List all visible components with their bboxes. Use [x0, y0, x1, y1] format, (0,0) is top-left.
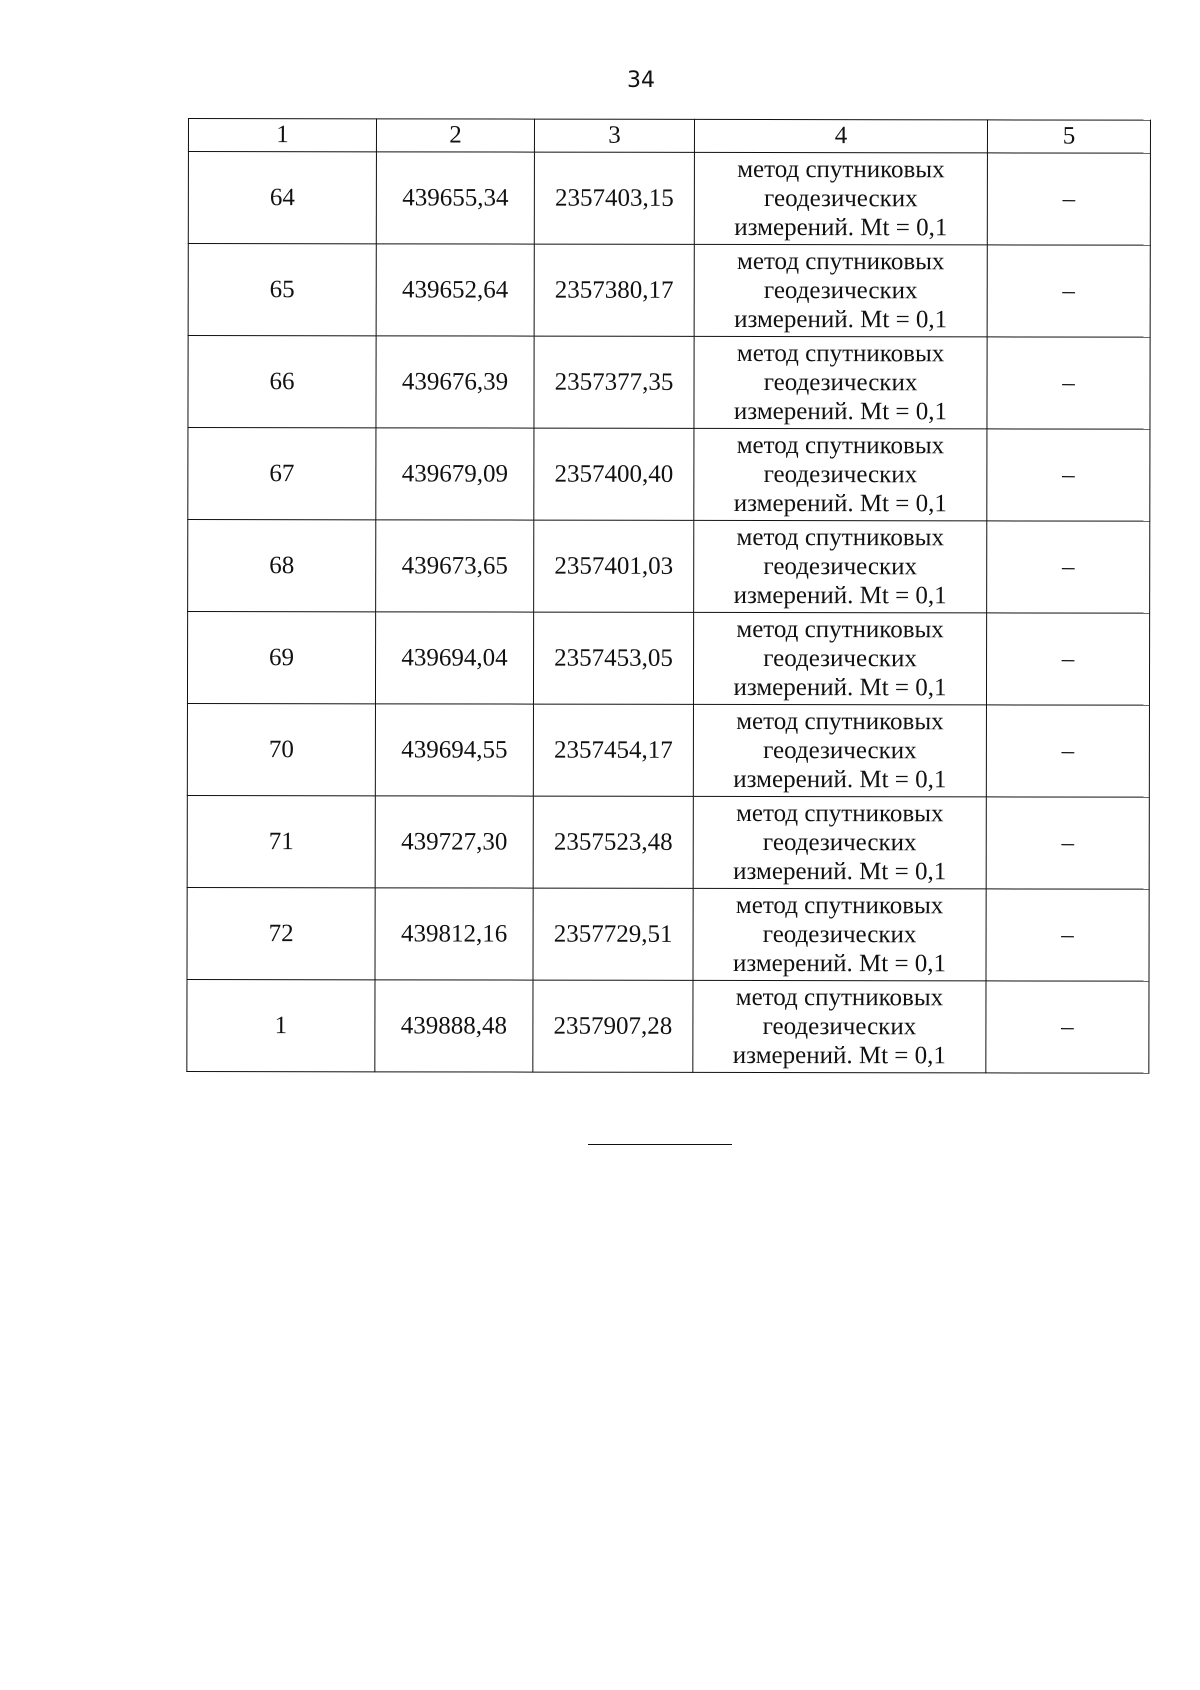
- point-number: 65: [188, 244, 376, 336]
- description-cell: –: [986, 613, 1149, 705]
- method-line: измерений. Mt = 0,1: [734, 213, 948, 242]
- coordinate-y: 2357453,05: [533, 612, 693, 704]
- coordinate-y: 2357523,48: [533, 796, 693, 888]
- coordinate-x: 439676,39: [376, 336, 534, 428]
- coordinate-y: 2357729,51: [533, 888, 693, 980]
- table-row: [188, 520, 1150, 614]
- method-line: метод спутниковых: [737, 155, 945, 184]
- method-line: метод спутниковых: [735, 983, 944, 1012]
- header-cell-2: 2: [376, 119, 534, 152]
- method-cell: [694, 520, 987, 613]
- point-number: 69: [187, 612, 375, 704]
- method-cell: [694, 428, 987, 521]
- method-line: метод спутниковых: [736, 523, 944, 552]
- method-cell: [694, 152, 987, 245]
- coordinate-y: 2357403,15: [534, 152, 694, 244]
- method-line: геодезических: [763, 553, 918, 581]
- method-line: измерений. Mt = 0,1: [734, 305, 948, 334]
- description-cell: –: [986, 705, 1149, 797]
- method-cell: [694, 244, 987, 337]
- coordinate-x: 439679,09: [376, 428, 534, 520]
- point-number: 70: [187, 704, 375, 796]
- description-cell: –: [987, 521, 1150, 613]
- method-line: измерений. Mt = 0,1: [733, 673, 947, 702]
- method-line: геодезических: [763, 461, 918, 489]
- description-cell: –: [987, 429, 1150, 521]
- description-cell: –: [987, 337, 1150, 429]
- coordinate-y: 2357377,35: [534, 336, 694, 428]
- coordinate-x: 439673,65: [376, 520, 534, 612]
- table-row: [187, 979, 1149, 1073]
- method-line: геодезических: [763, 277, 918, 305]
- method-line: геодезических: [762, 829, 917, 857]
- method-line: геодезических: [763, 369, 918, 397]
- method-cell: [693, 888, 986, 981]
- coordinate-y: 2357380,17: [534, 244, 694, 336]
- table-row: [187, 704, 1149, 798]
- method-cell: [693, 980, 986, 1073]
- method-line: метод спутниковых: [737, 247, 945, 276]
- table-header-row: [188, 119, 1150, 154]
- description-cell: –: [987, 153, 1150, 245]
- method-line: метод спутниковых: [736, 339, 945, 368]
- method-line: метод спутниковых: [736, 431, 945, 460]
- point-number: 67: [188, 428, 376, 520]
- coordinate-y: 2357907,28: [533, 980, 693, 1072]
- method-line: измерений. Mt = 0,1: [732, 1041, 946, 1070]
- point-number: 68: [188, 520, 376, 612]
- point-number: 71: [187, 795, 375, 887]
- coordinate-x: 439888,48: [375, 980, 533, 1072]
- table-row: [188, 244, 1150, 338]
- method-line: метод спутниковых: [736, 615, 944, 644]
- table-row: [188, 428, 1150, 522]
- coordinate-x: 439694,04: [375, 612, 533, 704]
- point-number: 64: [188, 152, 376, 244]
- method-cell: [693, 796, 986, 889]
- method-line: метод спутниковых: [736, 799, 944, 828]
- header-cell-4: 4: [694, 119, 987, 153]
- method-line: геодезических: [762, 1013, 917, 1041]
- end-of-document-rule: [588, 1144, 732, 1145]
- coordinates-table: [186, 118, 1151, 1074]
- point-number: 1: [187, 979, 375, 1071]
- coordinate-x: 439694,55: [375, 704, 533, 796]
- description-cell: –: [986, 797, 1149, 889]
- method-line: геодезических: [764, 185, 918, 213]
- method-line: измерений. Mt = 0,1: [733, 857, 947, 886]
- description-cell: –: [987, 245, 1150, 337]
- method-line: измерений. Mt = 0,1: [733, 765, 947, 794]
- header-cell-5: 5: [987, 120, 1150, 153]
- page-number: 34: [627, 68, 655, 93]
- method-cell: [693, 612, 986, 705]
- coordinate-x: 439812,16: [375, 888, 533, 980]
- table-row: [188, 336, 1150, 430]
- method-line: измерений. Mt = 0,1: [733, 489, 947, 518]
- description-cell: –: [986, 981, 1149, 1073]
- coordinate-y: 2357454,17: [533, 704, 693, 796]
- method-line: метод спутниковых: [735, 891, 944, 920]
- table-row: [187, 612, 1149, 706]
- coordinate-x: 439655,34: [376, 152, 534, 244]
- point-number: 66: [188, 336, 376, 428]
- method-line: геодезических: [763, 737, 917, 765]
- method-line: геодезических: [763, 645, 917, 673]
- method-line: метод спутниковых: [736, 707, 944, 736]
- description-cell: –: [986, 889, 1149, 981]
- table-row: [187, 887, 1149, 981]
- coordinate-y: 2357401,03: [534, 520, 694, 612]
- method-cell: [693, 704, 986, 797]
- header-cell-3: 3: [534, 119, 694, 152]
- point-number: 72: [187, 887, 375, 979]
- coordinate-x: 439727,30: [375, 796, 533, 888]
- method-cell: [694, 336, 987, 429]
- method-line: геодезических: [762, 921, 917, 949]
- coordinate-y: 2357400,40: [534, 428, 694, 520]
- method-line: измерений. Mt = 0,1: [733, 581, 947, 610]
- method-line: измерений. Mt = 0,1: [732, 949, 947, 978]
- header-cell-1: 1: [188, 119, 376, 152]
- table-row: [188, 152, 1150, 246]
- table-row: [187, 795, 1149, 889]
- coordinate-x: 439652,64: [376, 244, 534, 336]
- method-line: измерений. Mt = 0,1: [733, 397, 948, 426]
